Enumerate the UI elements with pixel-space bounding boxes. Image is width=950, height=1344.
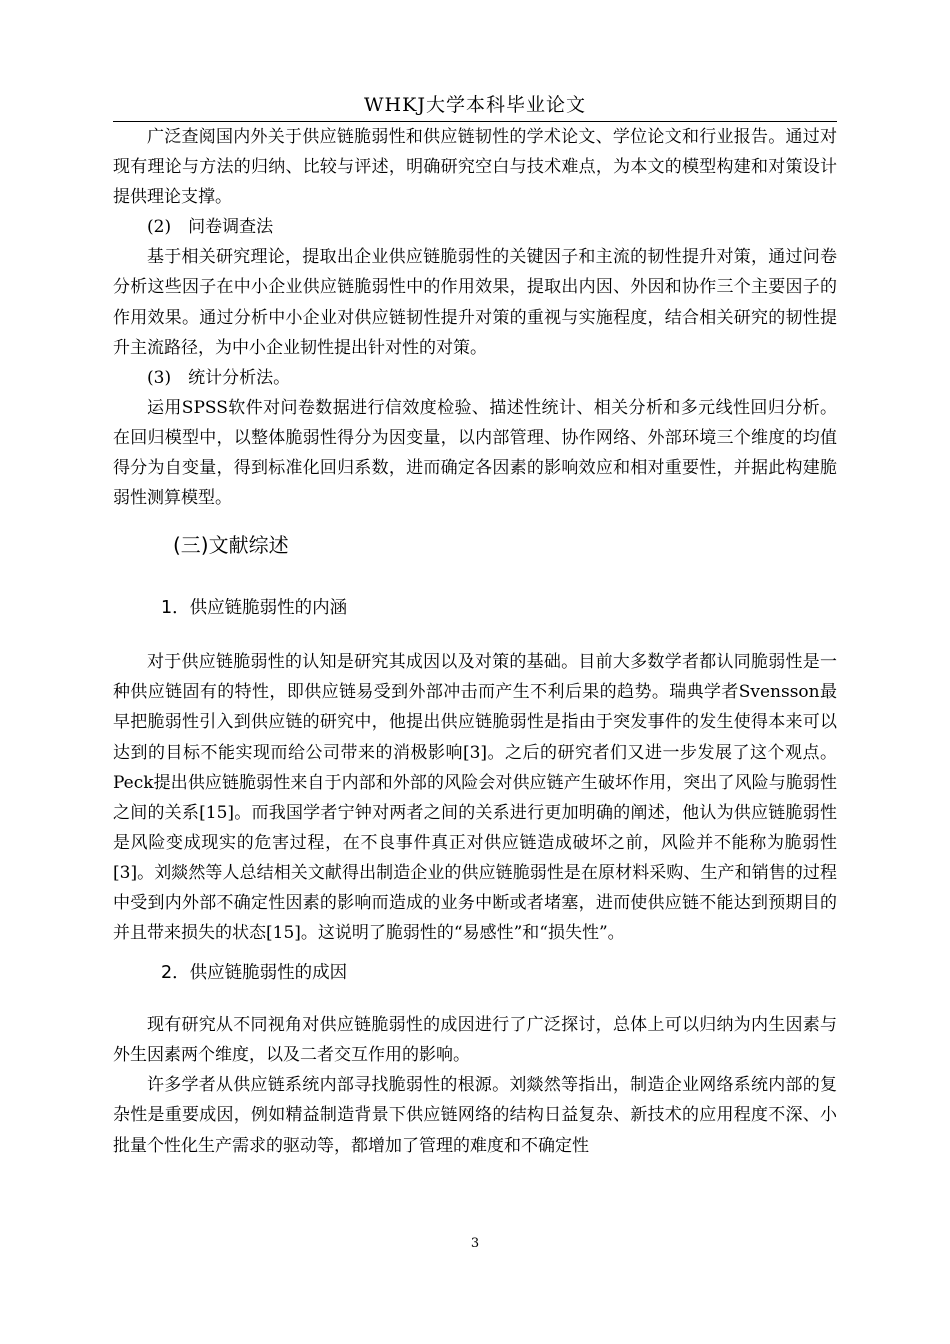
subsection-heading-connotation: 1．供应链脆弱性的内涵 — [161, 598, 348, 619]
paragraph-questionnaire: 基于相关研究理论，提取出企业供应链脆弱性的关键因子和主流的韧性提升对策，通过问卷分析这些因子在中小企业供应链脆弱性中的作用效果，提取出内因、外因和协作三个主要因子的作用效果。通过分析中小企业对供应链韧性提升对策的重视与实施程度，结合相关研究的韧性提升主流路径，为中小企业韧性提出针对性的对策。 — [113, 247, 837, 358]
running-header: WHKJ大学本科毕业论文 — [364, 94, 586, 116]
page-number: 3 — [470, 1236, 480, 1251]
subsection-heading-causes: 2．供应链脆弱性的成因 — [161, 963, 348, 984]
method-item-questionnaire: (2) 问卷调查法 — [147, 217, 274, 238]
paragraph-statistics: 运用SPSS软件对问卷数据进行信效度检验、描述性统计、相关分析和多元线性回归分析。在回归模型中，以整体脆弱性得分为因变量，以内部管理、协作网络、外部环境三个维度的均值得分为自变量，得到标准化回归系数，进而确定各因素的影响效应和相对重要性，并据此构建脆弱性测算模型。 — [113, 397, 837, 509]
paragraph-connotation: 对于供应链脆弱性的认知是研究其成因以及对策的基础。目前大多数学者都认同脆弱性是一种供应链固有的特性，即供应链易受到外部冲击而产生不利后果的趋势。瑞典学者Svensson最早把脆弱性引入到供应链的研究中，他提出供应链脆弱性是指由于突发事件的发生使得本来可以达到的目标不能实现而给公司带来的消极影响[3]。之后的研究者们又进一步发展了这个观点。Peck提出供应链脆弱性来自于内部和外部的风险会对供应链产生破坏作用，突出了风险与脆弱性之间的关系[15]。而我国学者宁钟对两者之间的关系进行更加明确的阐述，他认为供应链脆弱性是风险变成现实的危害过程，在不良事件真正对供应链造成破坏之前，风险并不能称为脆弱性[3]。刘燚然等人总结相关文献得出制造企业的供应链脆弱性是在原材料采购、生产和销售的过程中受到内外部不确定性因素的影响而造成的业务中断或者堵塞，进而使供应链不能达到预期目的并且带来损失的状态[15]。这说明了脆弱性的“易感性”和“损失性”。 — [113, 652, 837, 944]
page-body — [113, 122, 837, 1161]
paragraph-literature-method: 广泛查阅国内外关于供应链脆弱性和供应链韧性的学术论文、学位论文和行业报告。通过对现有理论与方法的归纳、比较与评述，明确研究空白与技术难点，为本文的模型构建和对策设计提供理论支撑。 — [113, 127, 837, 208]
section-heading-literature-review: (三)文献综述 — [173, 533, 289, 558]
paragraph-causes-internal: 许多学者从供应链系统内部寻找脆弱性的根源。刘燚然等指出，制造企业网络系统内部的复杂性是重要成因，例如精益制造背景下供应链网络的结构日益复杂、新技术的应用程度不深、小批量个性化生产需求的驱动等，都增加了管理的难度和不确定性 — [113, 1075, 837, 1156]
method-item-statistics: (3) 统计分析法。 — [147, 367, 291, 388]
paragraph-causes-intro: 现有研究从不同视角对供应链脆弱性的成因进行了广泛探讨，总体上可以归纳为内生因素与外生因素两个维度，以及二者交互作用的影响。 — [113, 1015, 837, 1066]
